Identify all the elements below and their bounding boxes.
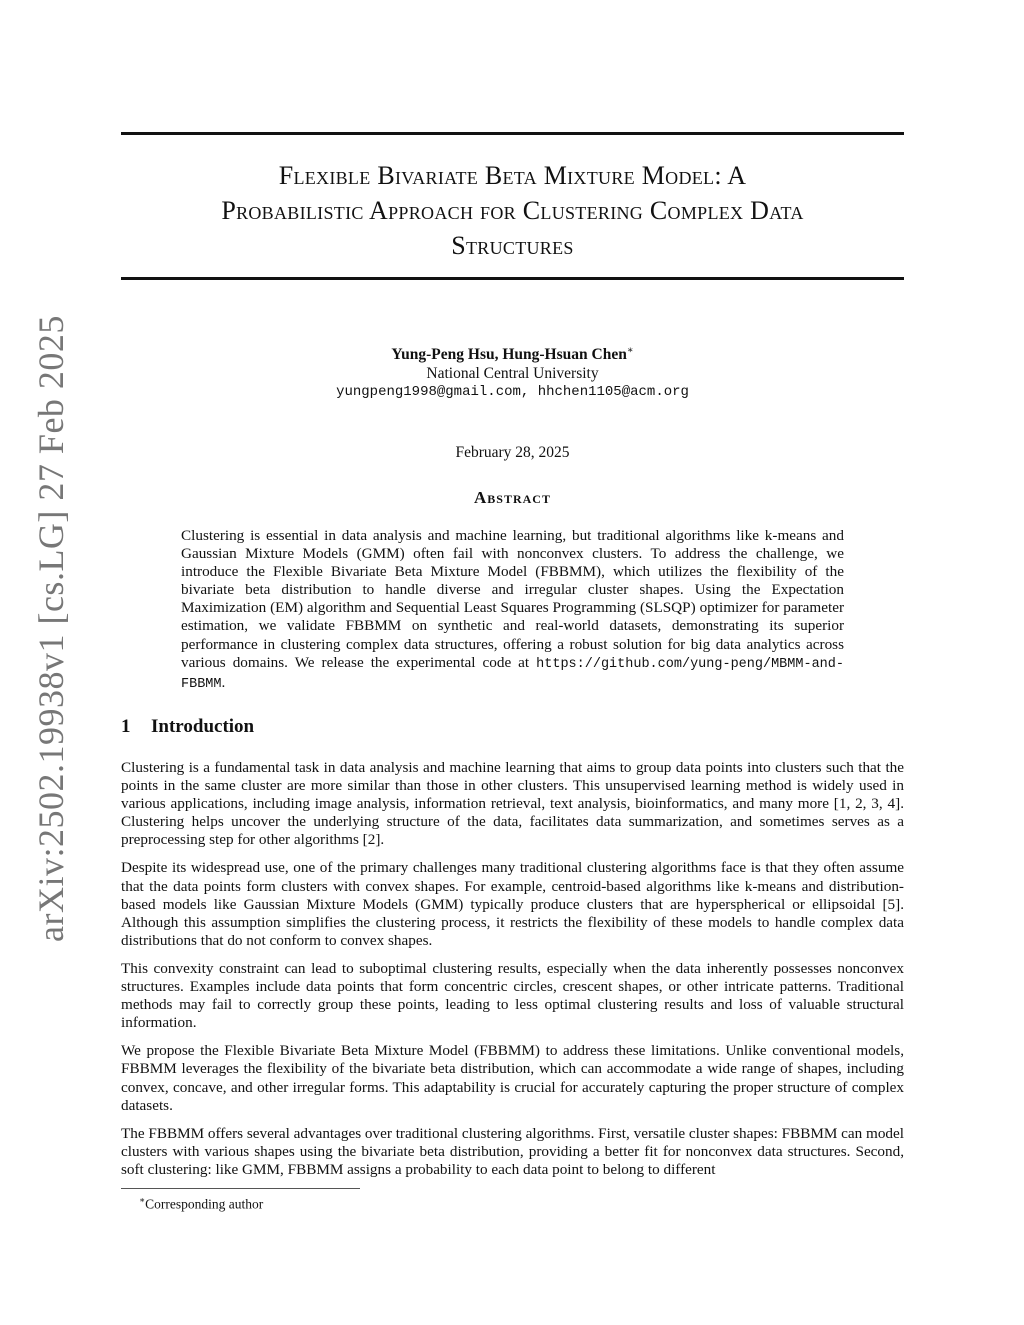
- corresponding-marker: ∗: [626, 345, 634, 356]
- author-names: [121, 341, 904, 364]
- affiliation: National Central University: [426, 365, 599, 383]
- footnote-marker: ∗: [139, 1195, 146, 1205]
- paragraph-3: This convexity constraint can lead to suboptimal clustering results, especially when the data inherently possesses nonconvex structures. Examples include data points that form concentric circles, crescent shapes, or other intricate patterns. Traditional methods may fail to correctly group these points, leading to less optimal clustering results and loss of valuable structural information.: [121, 959, 904, 1032]
- section-number: 1: [121, 716, 131, 737]
- footnote-text: Corresponding author: [145, 1196, 264, 1212]
- title-line-3: Structures: [451, 231, 574, 260]
- paragraph-1: Clustering is a fundamental task in data analysis and machine learning that aims to group data points into clusters such that the points in the same cluster are more similar than those in other clusters. This unsupervised learning method is widely used in various applications, including image analysis, information retrieval, text analysis, bioinformatics, and many more [1, 2, 3, 4]. Clustering helps uncover the underlying structure of the data, facilitates data summarization, and sometimes serves as a preprocessing step for other algorithms [2].: [121, 759, 904, 849]
- section-heading: [121, 716, 904, 738]
- author-emails[interactable]: yungpeng1998@gmail.com, hhchen1105@acm.org: [336, 384, 689, 401]
- arxiv-side-stamp: arXiv:2502.19938v1 [cs.LG] 27 Feb 2025: [31, 315, 71, 942]
- footnote: [139, 1192, 263, 1213]
- author-block: [121, 341, 904, 402]
- title-line-2: Probabilistic Approach for Clustering Complex Data: [221, 196, 804, 225]
- author-names-text: Yung-Peng Hsu, Hung-Hsuan Chen: [391, 346, 627, 364]
- title-rule-top: [121, 132, 904, 135]
- abstract-heading: Abstract: [474, 488, 551, 507]
- paragraph-2: Despite its widespread use, one of the primary challenges many traditional clustering algorithms face is that they often assume that the data points form clusters with convex shapes. For example, centroid-based algorithms like k-means and distribution-based models like Gaussian Mixture Models (GMM) typically produce clusters that are hyperspherical or ellipsoidal [5]. Although this assumption simplifies the clustering process, it restricts the flexibility of these models to handle complex data distributions that do not conform to convex shapes.: [121, 859, 904, 949]
- title-line-1: Flexible Bivariate Beta Mixture Model: A: [278, 161, 747, 190]
- paragraph-5: The FBBMM offers several advantages over traditional clustering algorithms. First, versatile cluster shapes: FBBMM can model clusters with various shapes using the bivariate beta distribution, providing a better fit for nonconvex data structures. Second, soft clustering: like GMM, FBBMM assigns a probability to each data point to belong to different: [121, 1124, 904, 1178]
- paragraph-4: We propose the Flexible Bivariate Beta Mixture Model (FBBMM) to address these limitations. Unlike conventional models, FBBMM leverages the flexibility of the bivariate beta distribution, which can accommodate a wide range of shapes, including convex, concave, and other irregular forms. This adaptability is crucial for accurately capturing the proper structure of complex datasets.: [121, 1042, 904, 1114]
- abstract-end: .: [221, 673, 226, 691]
- paper-date: February 28, 2025: [455, 444, 570, 461]
- abstract-text: [181, 527, 844, 694]
- title-rule-bottom: [121, 277, 904, 280]
- abstract-body-text: Clustering is essential in data analysis and machine learning, but traditional algorithms like k-means and Gaussian Mixture Models (GMM) often fail with nonconvex clusters. To address the challenge, we introduce the Flexible Bivariate Beta Mixture Model (FBBMM), which utilizes the flexibility of the bivariate beta distribution to handle diverse and irregular cluster shapes. Using the Expectation Maximization (EM) algorithm and Sequential Least Squares Programming (SLSQP) optimizer for parameter estimation, we validate FBBMM on synthetic and real-world datasets, demonstrating its superior performance in clustering complex data structures, offering a robust solution for big data analytics across various domains. We release the experimental code at: [181, 527, 844, 671]
- paper-title: [121, 158, 904, 263]
- footnote-rule: [121, 1188, 360, 1189]
- section-title: Introduction: [151, 716, 255, 737]
- intro-body: [121, 759, 904, 1189]
- code-link[interactable]: https://github.com/yung-peng/MBMM-and-FBBMM: [181, 656, 844, 692]
